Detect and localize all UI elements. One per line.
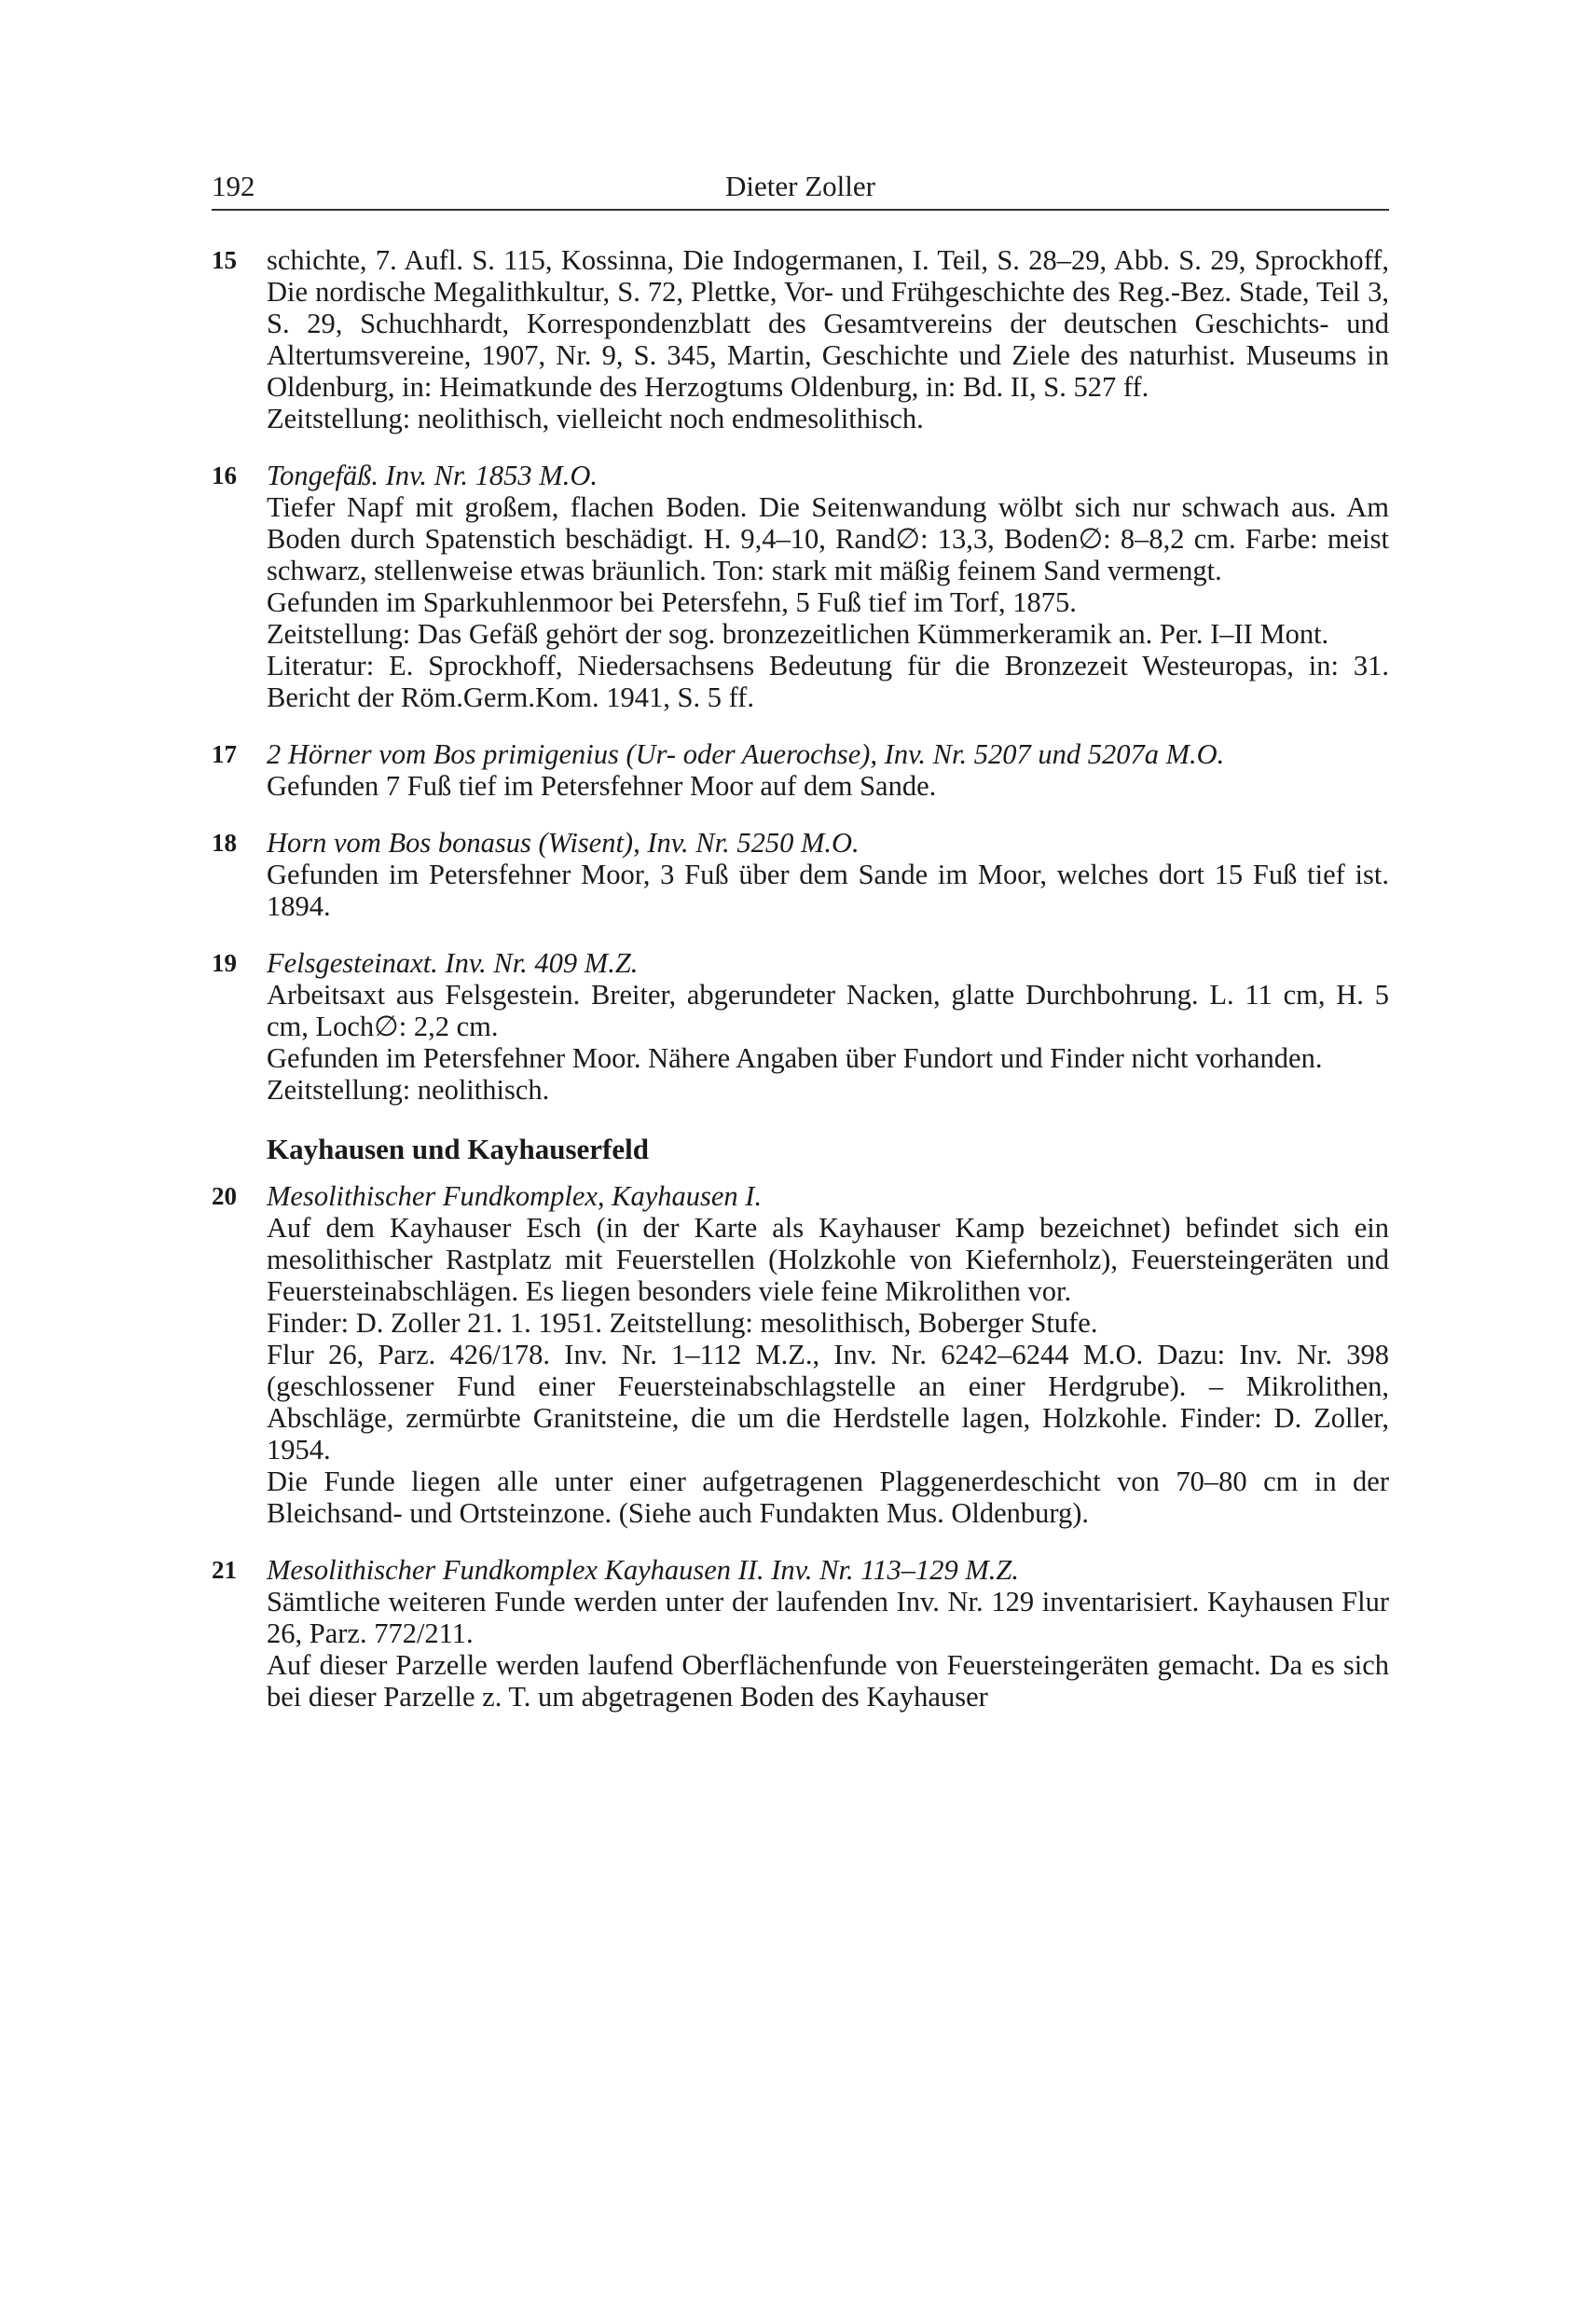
- section-heading: Kayhausen und Kayhauserfeld: [267, 1133, 649, 1165]
- entry-title: Tongefäß. Inv. Nr. 1853 M.O.: [267, 460, 598, 491]
- entry-number: 16: [212, 461, 237, 489]
- entry-title: Felsgesteinaxt. Inv. Nr. 409 M.Z.: [267, 947, 639, 979]
- entry-text: Auf dem Kayhauser Esch (in der Karte als Kayhauser Kamp bezeichnet) befindet sich ein mesolithischer Rastplatz mit Feuerstellen (Holzkohle von Kiefernholz), Feuersteingeräten und Feuersteinabschlägen. Es liegen besonders viele feine Mikrolithen vor.: [267, 1212, 1389, 1307]
- entry-text: Arbeitsaxt aus Felsgestein. Breiter, abgerundeter Nacken, glatte Durchbohrung. L. 11 cm, H. 5 cm, Loch∅: 2,2 cm.: [267, 979, 1389, 1042]
- entry-text: Zeitstellung: Das Gefäß gehört der sog. bronzezeitlichen Kümmerkeramik an. Per. I–II Mont.: [267, 618, 1329, 650]
- entry-text: Gefunden im Petersfehner Moor. Nähere Angaben über Fundort und Finder nicht vorhanden.: [267, 1042, 1323, 1074]
- page-body: [212, 244, 1389, 1738]
- entry-number: 18: [212, 829, 237, 857]
- entry-number: 21: [212, 1556, 237, 1584]
- entry-text: Die Funde liegen alle unter einer aufgetragenen Plaggenerdeschicht von 70–80 cm in der Bleichsand- und Ortsteinzone. (Siehe auch Fundakten Mus. Oldenburg).: [267, 1466, 1389, 1529]
- entry-text: Sämtliche weiteren Funde werden unter der laufenden Inv. Nr. 129 inventarisiert. Kayhausen Flur 26, Parz. 772/211.: [267, 1586, 1389, 1649]
- entry-text: Zeitstellung: neolithisch.: [267, 1074, 550, 1106]
- entry-text: Flur 26, Parz. 426/178. Inv. Nr. 1–112 M.Z., Inv. Nr. 6242–6244 M.O. Dazu: Inv. Nr. 398 (geschlossener Fund einer Feuersteinabschlagstelle an einer Herdgrube). – Mikrolithen, Abschläge, zermürbte Granitsteine, die um die Herdstelle lagen, Holzkohle. Finder: D. Zoller, 1954.: [267, 1339, 1389, 1466]
- entry-title: 2 Hörner vom Bos primigenius (Ur- oder Auerochse), Inv. Nr. 5207 und 5207a M.O.: [267, 738, 1225, 770]
- entry-text: Gefunden im Petersfehner Moor, 3 Fuß über dem Sande im Moor, welches dort 15 Fuß tief ist. 1894.: [267, 859, 1389, 922]
- catalog-entry-18: [212, 827, 1389, 922]
- entry-text: Gefunden im Sparkuhlenmoor bei Petersfehn, 5 Fuß tief im Torf, 1875.: [267, 586, 1077, 618]
- page-header: [212, 168, 1389, 211]
- entry-text: Finder: D. Zoller 21. 1. 1951. Zeitstellung: mesolithisch, Boberger Stufe.: [267, 1307, 1098, 1339]
- catalog-entry-21: [212, 1554, 1389, 1713]
- catalog-entry-16: [212, 460, 1389, 713]
- entry-number: 19: [212, 949, 237, 977]
- entry-text: Auf dieser Parzelle werden laufend Oberflächenfunde von Feuersteingeräten gemacht. Da es sich bei dieser Parzelle z. T. um abgetragenen Boden des Kayhauser: [267, 1649, 1389, 1713]
- catalog-entry-15: [212, 244, 1389, 434]
- entry-title: Mesolithischer Fundkomplex, Kayhausen I.: [267, 1180, 763, 1212]
- catalog-entry-20: [212, 1180, 1389, 1529]
- entry-text: Literatur: E. Sprockhoff, Niedersachsens Bedeutung für die Bronzezeit Westeuropas, in: 31. Bericht der Röm.Germ.Kom. 1941, S. 5 ff.: [267, 650, 1389, 713]
- page-number: 192: [212, 170, 255, 202]
- entry-text: Tiefer Napf mit großem, flachen Boden. Die Seitenwandung wölbt sich nur schwach aus. Am Boden durch Spatenstich beschädigt. H. 9,4–10, Rand∅: 13,3, Boden∅: 8–8,2 cm. Farbe: meist schwarz, stellenweise etwas bräunlich. Ton: stark mit mäßig feinem Sand vermengt.: [267, 491, 1389, 586]
- running-head: Dieter Zoller: [725, 170, 875, 202]
- entry-number: 20: [212, 1182, 237, 1210]
- entry-number: 17: [212, 740, 237, 768]
- entry-text: schichte, 7. Aufl. S. 115, Kossinna, Die Indogermanen, I. Teil, S. 28–29, Abb. S. 29, Sprockhoff, Die nordische Megalithkultur, S. 72, Plettke, Vor- und Frühgeschichte des Reg.-Bez. Stade, Teil 3, S. 29, Schuchhardt, Korrespondenzblatt des Gesamtvereins der deutschen Geschichts- und Altertumsvereine, 1907, Nr. 9, S. 345, Martin, Geschichte und Ziele des naturhist. Museums in Oldenburg, in: Heimatkunde des Herzogtums Oldenburg, in: Bd. II, S. 527 ff.: [267, 244, 1389, 403]
- entry-title: Mesolithischer Fundkomplex Kayhausen II. Inv. Nr. 113–129 M.Z.: [267, 1554, 1019, 1586]
- entry-text: Gefunden 7 Fuß tief im Petersfehner Moor auf dem Sande.: [267, 770, 937, 802]
- entry-text: Zeitstellung: neolithisch, vielleicht noch endmesolithisch.: [267, 403, 924, 434]
- entry-number: 15: [212, 246, 237, 274]
- catalog-entry-17: [212, 738, 1389, 802]
- catalog-entry-19: [212, 947, 1389, 1106]
- entry-title: Horn vom Bos bonasus (Wisent), Inv. Nr. 5250 M.O.: [267, 827, 860, 859]
